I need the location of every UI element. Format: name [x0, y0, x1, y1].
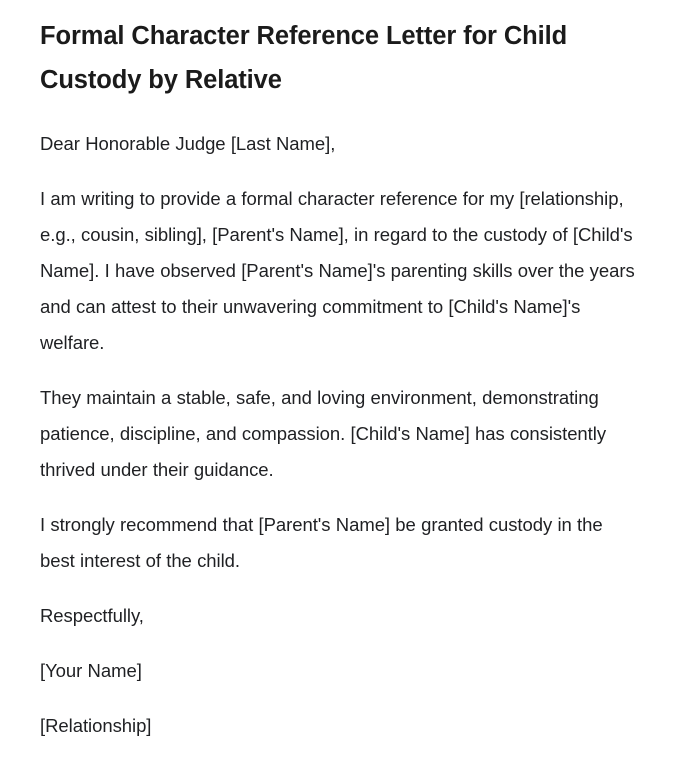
- paragraph-intro: I am writing to provide a formal character reference for my [relationship, e.g., cousin, sibling], [Parent's Name], in regard to the custody of [Child's Name]. I have observed [Parent's Name]'s parenting skills over the years and can attest to their unwavering commitment to [Child's Name]'s welfare.: [40, 188, 635, 353]
- signature-relationship: [Relationship]: [40, 715, 152, 736]
- page-title: Formal Character Reference Letter for Child Custody by Relative: [40, 22, 568, 94]
- signature-name: [Your Name]: [40, 660, 142, 681]
- letter-body: [40, 126, 660, 744]
- paragraph-recommendation: I strongly recommend that [Parent's Name] be granted custody in the best interest of the child.: [40, 514, 603, 571]
- paragraph-closing: Respectfully,: [40, 605, 144, 626]
- paragraph-environment: They maintain a stable, safe, and loving environment, demonstrating patience, discipline, and compassion. [Child's Name] has consistently thrived under their guidance.: [40, 387, 607, 480]
- paragraph-salutation: Dear Honorable Judge [Last Name],: [40, 133, 336, 154]
